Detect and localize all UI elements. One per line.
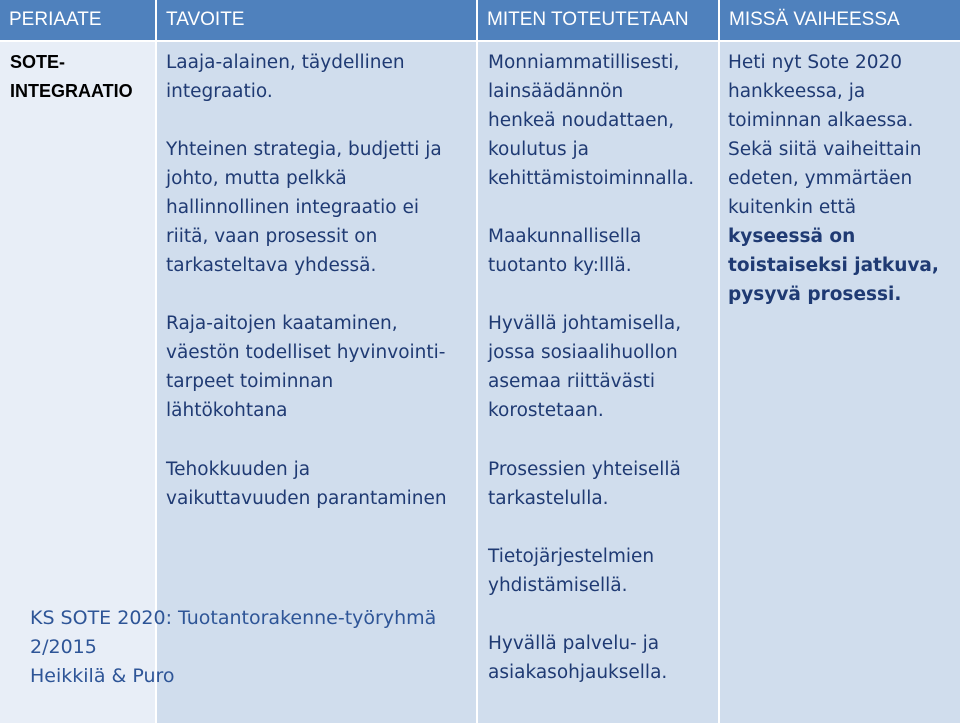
- miten-paragraph-3: [488, 309, 681, 425]
- text-line: jossa sosiaalihuollon: [488, 342, 678, 363]
- miten-paragraph-1: [488, 48, 694, 193]
- miten-paragraph-4: [488, 455, 681, 513]
- text-line: Hyvällä palvelu- ja: [488, 633, 660, 654]
- text-line: hallinnollinen integraatio ei: [166, 197, 420, 218]
- text-line: kehittämistoiminnalla.: [488, 168, 695, 189]
- row-label: [10, 48, 133, 106]
- tavoite-paragraph-4: [166, 455, 447, 513]
- header-periaate: PERIAATE: [0, 0, 155, 40]
- text-line: Tehokkuuden ja: [166, 459, 311, 480]
- text-line: Hyvällä johtamisella,: [488, 313, 682, 334]
- text-line: Maakunnallisella: [488, 226, 642, 247]
- text-line: tarkastelulla.: [488, 488, 609, 509]
- text-line: yhdistämisellä.: [488, 575, 628, 596]
- text-line: lainsäädännön: [488, 81, 624, 102]
- header-missa-vaiheessa: MISSÄ VAIHEESSA: [720, 0, 960, 40]
- text-line: riitä, vaan prosessit on: [166, 226, 378, 247]
- text-line: kuitenkin että: [728, 197, 857, 218]
- text-line: Tietojärjestelmien: [488, 546, 655, 567]
- text-line: Heti nyt Sote 2020: [728, 52, 903, 73]
- text-line: henkeä noudattaen,: [488, 110, 675, 131]
- text-line: Sekä siitä vaiheittain: [728, 139, 922, 160]
- row-label-line1: SOTE-: [10, 52, 66, 72]
- text-line: asemaa riittävästi: [488, 371, 655, 392]
- missa-paragraph: [728, 48, 939, 309]
- miten-paragraph-5: [488, 542, 654, 600]
- footer-line: KS SOTE 2020: Tuotantorakenne-työryhmä: [30, 607, 437, 629]
- source-footer: [30, 604, 436, 691]
- text-line: Yhteinen strategia, budjetti ja: [166, 139, 442, 160]
- text-line: edeten, ymmärtäen: [728, 168, 913, 189]
- tavoite-paragraph-3: [166, 309, 445, 425]
- text-line: lähtökohtana: [166, 400, 288, 421]
- emphasis-line: toistaiseksi jatkuva,: [728, 255, 939, 276]
- text-line: korostetaan.: [488, 400, 604, 421]
- miten-paragraph-2: [488, 222, 641, 280]
- text-line: asiakasohjauksella.: [488, 662, 668, 683]
- text-line: Laaja-alainen, täydellinen: [166, 52, 405, 73]
- footer-line: 2/2015: [30, 636, 97, 658]
- tavoite-paragraph-2: [166, 135, 442, 280]
- tavoite-paragraph-1: [166, 48, 405, 106]
- header-miten-toteutetaan: MITEN TOTEUTETAAN: [478, 0, 718, 40]
- text-line: johto, mutta pelkkä: [166, 168, 347, 189]
- miten-paragraph-6: [488, 629, 667, 687]
- header-tavoite: TAVOITE: [157, 0, 476, 40]
- text-line: koulutus ja: [488, 139, 589, 160]
- text-line: integraatio.: [166, 81, 273, 102]
- text-line: Prosessien yhteisellä: [488, 459, 681, 480]
- text-line: tarkasteltava yhdessä.: [166, 255, 377, 276]
- text-line: vaikuttavuuden parantaminen: [166, 488, 447, 509]
- emphasis-line: pysyvä prosessi.: [728, 284, 902, 305]
- text-line: väestön todelliset hyvinvointi-: [166, 342, 446, 363]
- emphasis-line: kyseessä on: [728, 226, 856, 247]
- text-line: Monniammatillisesti,: [488, 52, 680, 73]
- row-label-line2: INTEGRAATIO: [10, 81, 133, 101]
- text-line: hankkeessa, ja: [728, 81, 866, 102]
- text-line: Raja-aitojen kaataminen,: [166, 313, 398, 334]
- text-line: tarpeet toiminnan: [166, 371, 334, 392]
- text-line: toiminnan alkaessa.: [728, 110, 914, 131]
- text-line: tuotanto ky:lllä.: [488, 255, 632, 276]
- footer-line: Heikkilä & Puro: [30, 665, 175, 687]
